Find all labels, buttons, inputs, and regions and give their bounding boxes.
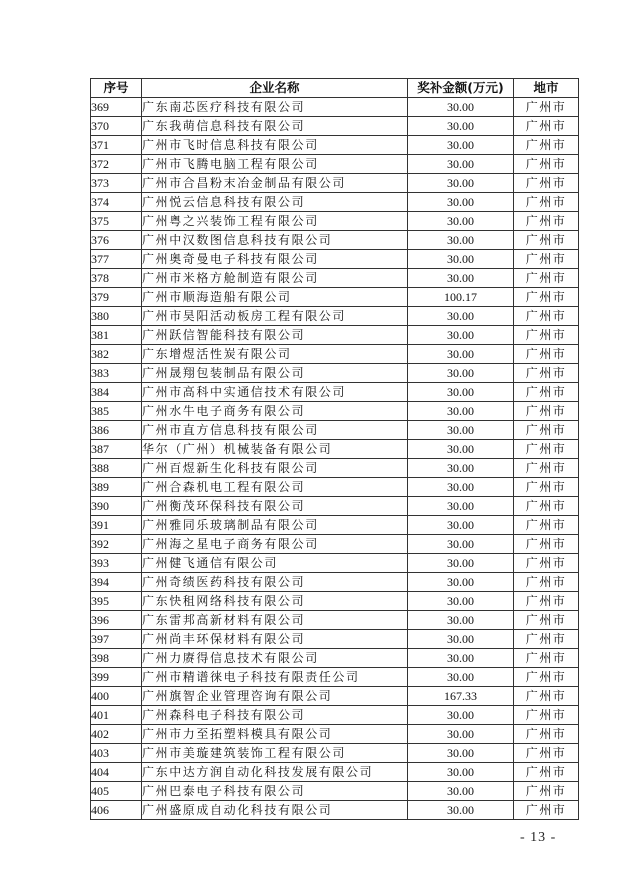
subsidy-amount-cell: 30.00 xyxy=(408,649,514,668)
serial-number-cell: 372 xyxy=(91,155,142,174)
subsidy-amount-cell: 100.17 xyxy=(408,288,514,307)
subsidy-amount-cell: 30.00 xyxy=(408,326,514,345)
city-cell: 广州市 xyxy=(514,155,579,174)
city-cell: 广州市 xyxy=(514,212,579,231)
serial-number-cell: 378 xyxy=(91,269,142,288)
company-name-cell: 广州悦云信息科技有限公司 xyxy=(142,193,408,212)
table-row xyxy=(91,250,579,269)
subsidy-amount-cell: 30.00 xyxy=(408,269,514,288)
city-cell: 广州市 xyxy=(514,459,579,478)
table-row xyxy=(91,535,579,554)
city-cell: 广州市 xyxy=(514,801,579,820)
city-cell: 广州市 xyxy=(514,174,579,193)
company-name-cell: 广州力赓得信息技术有限公司 xyxy=(142,649,408,668)
subsidy-amount-cell: 30.00 xyxy=(408,174,514,193)
serial-number-cell: 370 xyxy=(91,117,142,136)
city-cell: 广州市 xyxy=(514,744,579,763)
table-row xyxy=(91,155,579,174)
company-name-cell: 广州海之星电子商务有限公司 xyxy=(142,535,408,554)
serial-number-cell: 374 xyxy=(91,193,142,212)
city-cell: 广州市 xyxy=(514,402,579,421)
company-name-cell: 广州跃信智能科技有限公司 xyxy=(142,326,408,345)
city-cell: 广州市 xyxy=(514,516,579,535)
city-cell: 广州市 xyxy=(514,611,579,630)
serial-number-cell: 399 xyxy=(91,668,142,687)
company-name-cell: 广州衡茂环保科技有限公司 xyxy=(142,497,408,516)
city-cell: 广州市 xyxy=(514,554,579,573)
company-name-cell: 广州盛原成自动化科技有限公司 xyxy=(142,801,408,820)
table-row xyxy=(91,801,579,820)
table-row xyxy=(91,269,579,288)
city-cell: 广州市 xyxy=(514,345,579,364)
city-cell: 广州市 xyxy=(514,706,579,725)
company-name-cell: 广州健飞通信有限公司 xyxy=(142,554,408,573)
subsidy-table xyxy=(90,78,579,820)
serial-number-cell: 396 xyxy=(91,611,142,630)
city-cell: 广州市 xyxy=(514,763,579,782)
table-row xyxy=(91,573,579,592)
city-cell: 广州市 xyxy=(514,478,579,497)
header-city: 地市 xyxy=(514,79,579,98)
company-name-cell: 广东中达方润自动化科技发展有限公司 xyxy=(142,763,408,782)
serial-number-cell: 394 xyxy=(91,573,142,592)
city-cell: 广州市 xyxy=(514,383,579,402)
serial-number-cell: 400 xyxy=(91,687,142,706)
subsidy-amount-cell: 30.00 xyxy=(408,782,514,801)
subsidy-amount-cell: 30.00 xyxy=(408,725,514,744)
company-name-cell: 广州合森机电工程有限公司 xyxy=(142,478,408,497)
serial-number-cell: 404 xyxy=(91,763,142,782)
city-cell: 广州市 xyxy=(514,687,579,706)
subsidy-amount-cell: 30.00 xyxy=(408,459,514,478)
subsidy-amount-cell: 30.00 xyxy=(408,478,514,497)
subsidy-amount-cell: 30.00 xyxy=(408,554,514,573)
serial-number-cell: 397 xyxy=(91,630,142,649)
subsidy-amount-cell: 30.00 xyxy=(408,117,514,136)
serial-number-cell: 403 xyxy=(91,744,142,763)
table-body xyxy=(91,98,579,820)
serial-number-cell: 395 xyxy=(91,592,142,611)
table-row xyxy=(91,725,579,744)
table-row xyxy=(91,782,579,801)
table-row xyxy=(91,193,579,212)
serial-number-cell: 385 xyxy=(91,402,142,421)
company-name-cell: 广东雷邦高新材料有限公司 xyxy=(142,611,408,630)
company-name-cell: 广州雅同乐玻璃制品有限公司 xyxy=(142,516,408,535)
table-row xyxy=(91,687,579,706)
table-row xyxy=(91,440,579,459)
table-row xyxy=(91,402,579,421)
company-name-cell: 广东我萌信息科技有限公司 xyxy=(142,117,408,136)
table-row xyxy=(91,459,579,478)
serial-number-cell: 389 xyxy=(91,478,142,497)
company-name-cell: 广州中汉数图信息科技有限公司 xyxy=(142,231,408,250)
company-name-cell: 广州百煜新生化科技有限公司 xyxy=(142,459,408,478)
company-name-cell: 广东快租网络科技有限公司 xyxy=(142,592,408,611)
subsidy-amount-cell: 30.00 xyxy=(408,345,514,364)
serial-number-cell: 380 xyxy=(91,307,142,326)
serial-number-cell: 375 xyxy=(91,212,142,231)
subsidy-amount-cell: 30.00 xyxy=(408,136,514,155)
table-row xyxy=(91,668,579,687)
city-cell: 广州市 xyxy=(514,535,579,554)
table-row xyxy=(91,98,579,117)
table-row xyxy=(91,421,579,440)
company-name-cell: 广州市高科中实通信技术有限公司 xyxy=(142,383,408,402)
serial-number-cell: 387 xyxy=(91,440,142,459)
company-name-cell: 广州晟翔包装制品有限公司 xyxy=(142,364,408,383)
subsidy-amount-cell: 30.00 xyxy=(408,630,514,649)
company-name-cell: 广州旗智企业管理咨询有限公司 xyxy=(142,687,408,706)
subsidy-amount-cell: 30.00 xyxy=(408,801,514,820)
city-cell: 广州市 xyxy=(514,421,579,440)
subsidy-amount-cell: 30.00 xyxy=(408,592,514,611)
serial-number-cell: 376 xyxy=(91,231,142,250)
subsidy-amount-cell: 30.00 xyxy=(408,383,514,402)
company-name-cell: 广州市飞时信息科技有限公司 xyxy=(142,136,408,155)
serial-number-cell: 377 xyxy=(91,250,142,269)
subsidy-amount-cell: 30.00 xyxy=(408,250,514,269)
company-name-cell: 华尔（广州）机械装备有限公司 xyxy=(142,440,408,459)
subsidy-amount-cell: 30.00 xyxy=(408,573,514,592)
table-row xyxy=(91,630,579,649)
company-name-cell: 广州市直方信息科技有限公司 xyxy=(142,421,408,440)
city-cell: 广州市 xyxy=(514,725,579,744)
serial-number-cell: 405 xyxy=(91,782,142,801)
city-cell: 广州市 xyxy=(514,98,579,117)
serial-number-cell: 402 xyxy=(91,725,142,744)
subsidy-amount-cell: 30.00 xyxy=(408,212,514,231)
company-name-cell: 广州水牛电子商务有限公司 xyxy=(142,402,408,421)
company-name-cell: 广州市昊阳活动板房工程有限公司 xyxy=(142,307,408,326)
city-cell: 广州市 xyxy=(514,592,579,611)
subsidy-amount-cell: 30.00 xyxy=(408,231,514,250)
company-name-cell: 广东南芯医疗科技有限公司 xyxy=(142,98,408,117)
table-row xyxy=(91,364,579,383)
serial-number-cell: 391 xyxy=(91,516,142,535)
serial-number-cell: 369 xyxy=(91,98,142,117)
city-cell: 广州市 xyxy=(514,231,579,250)
company-name-cell: 广州市飞腾电脑工程有限公司 xyxy=(142,155,408,174)
company-name-cell: 广州奥奇曼电子科技有限公司 xyxy=(142,250,408,269)
table-row xyxy=(91,231,579,250)
serial-number-cell: 382 xyxy=(91,345,142,364)
company-name-cell: 广州市美璇建筑装饰工程有限公司 xyxy=(142,744,408,763)
city-cell: 广州市 xyxy=(514,250,579,269)
table-row xyxy=(91,117,579,136)
serial-number-cell: 398 xyxy=(91,649,142,668)
subsidy-amount-cell: 30.00 xyxy=(408,155,514,174)
city-cell: 广州市 xyxy=(514,630,579,649)
city-cell: 广州市 xyxy=(514,573,579,592)
serial-number-cell: 392 xyxy=(91,535,142,554)
table-row xyxy=(91,212,579,231)
company-name-cell: 广州市力至拓塑料模具有限公司 xyxy=(142,725,408,744)
table-row xyxy=(91,744,579,763)
company-name-cell: 广州市合昌粉末冶金制品有限公司 xyxy=(142,174,408,193)
city-cell: 广州市 xyxy=(514,136,579,155)
header-row xyxy=(91,79,579,98)
serial-number-cell: 383 xyxy=(91,364,142,383)
table-header xyxy=(91,79,579,98)
company-name-cell: 广东增煜活性炭有限公司 xyxy=(142,345,408,364)
company-name-cell: 广州市顺海造船有限公司 xyxy=(142,288,408,307)
city-cell: 广州市 xyxy=(514,326,579,345)
table-row xyxy=(91,706,579,725)
serial-number-cell: 379 xyxy=(91,288,142,307)
company-name-cell: 广州尚丰环保材料有限公司 xyxy=(142,630,408,649)
company-name-cell: 广州市精谱徕电子科技有限责任公司 xyxy=(142,668,408,687)
table-row xyxy=(91,554,579,573)
subsidy-amount-cell: 30.00 xyxy=(408,744,514,763)
subsidy-amount-cell: 30.00 xyxy=(408,98,514,117)
subsidy-amount-cell: 30.00 xyxy=(408,440,514,459)
city-cell: 广州市 xyxy=(514,269,579,288)
company-name-cell: 广州粤之兴装饰工程有限公司 xyxy=(142,212,408,231)
table-row xyxy=(91,326,579,345)
serial-number-cell: 388 xyxy=(91,459,142,478)
city-cell: 广州市 xyxy=(514,193,579,212)
subsidy-amount-cell: 167.33 xyxy=(408,687,514,706)
city-cell: 广州市 xyxy=(514,649,579,668)
subsidy-amount-cell: 30.00 xyxy=(408,402,514,421)
serial-number-cell: 401 xyxy=(91,706,142,725)
table-row xyxy=(91,307,579,326)
city-cell: 广州市 xyxy=(514,440,579,459)
subsidy-amount-cell: 30.00 xyxy=(408,193,514,212)
subsidy-amount-cell: 30.00 xyxy=(408,497,514,516)
subsidy-amount-cell: 30.00 xyxy=(408,668,514,687)
city-cell: 广州市 xyxy=(514,364,579,383)
serial-number-cell: 384 xyxy=(91,383,142,402)
serial-number-cell: 406 xyxy=(91,801,142,820)
table-row xyxy=(91,345,579,364)
city-cell: 广州市 xyxy=(514,497,579,516)
subsidy-amount-cell: 30.00 xyxy=(408,421,514,440)
table-row xyxy=(91,649,579,668)
subsidy-amount-cell: 30.00 xyxy=(408,611,514,630)
company-name-cell: 广州奇绩医药科技有限公司 xyxy=(142,573,408,592)
serial-number-cell: 381 xyxy=(91,326,142,345)
serial-number-cell: 393 xyxy=(91,554,142,573)
table-row xyxy=(91,288,579,307)
serial-number-cell: 373 xyxy=(91,174,142,193)
subsidy-amount-cell: 30.00 xyxy=(408,364,514,383)
company-name-cell: 广州森科电子科技有限公司 xyxy=(142,706,408,725)
subsidy-amount-cell: 30.00 xyxy=(408,706,514,725)
city-cell: 广州市 xyxy=(514,668,579,687)
page-number: - 13 - xyxy=(520,830,557,845)
table-row xyxy=(91,592,579,611)
city-cell: 广州市 xyxy=(514,307,579,326)
header-subsidy-amount: 奖补金额(万元) xyxy=(408,79,514,98)
subsidy-amount-cell: 30.00 xyxy=(408,516,514,535)
table-row xyxy=(91,497,579,516)
table-row xyxy=(91,478,579,497)
serial-number-cell: 386 xyxy=(91,421,142,440)
table-row xyxy=(91,516,579,535)
city-cell: 广州市 xyxy=(514,782,579,801)
subsidy-amount-cell: 30.00 xyxy=(408,307,514,326)
company-name-cell: 广州市米格方舱制造有限公司 xyxy=(142,269,408,288)
subsidy-amount-cell: 30.00 xyxy=(408,535,514,554)
serial-number-cell: 390 xyxy=(91,497,142,516)
company-name-cell: 广州巴泰电子科技有限公司 xyxy=(142,782,408,801)
city-cell: 广州市 xyxy=(514,117,579,136)
table-row xyxy=(91,174,579,193)
serial-number-cell: 371 xyxy=(91,136,142,155)
header-serial-number: 序号 xyxy=(91,79,142,98)
table-row xyxy=(91,136,579,155)
table-row xyxy=(91,611,579,630)
city-cell: 广州市 xyxy=(514,288,579,307)
subsidy-amount-cell: 30.00 xyxy=(408,763,514,782)
header-company-name: 企业名称 xyxy=(142,79,408,98)
table-row xyxy=(91,383,579,402)
table-row xyxy=(91,763,579,782)
